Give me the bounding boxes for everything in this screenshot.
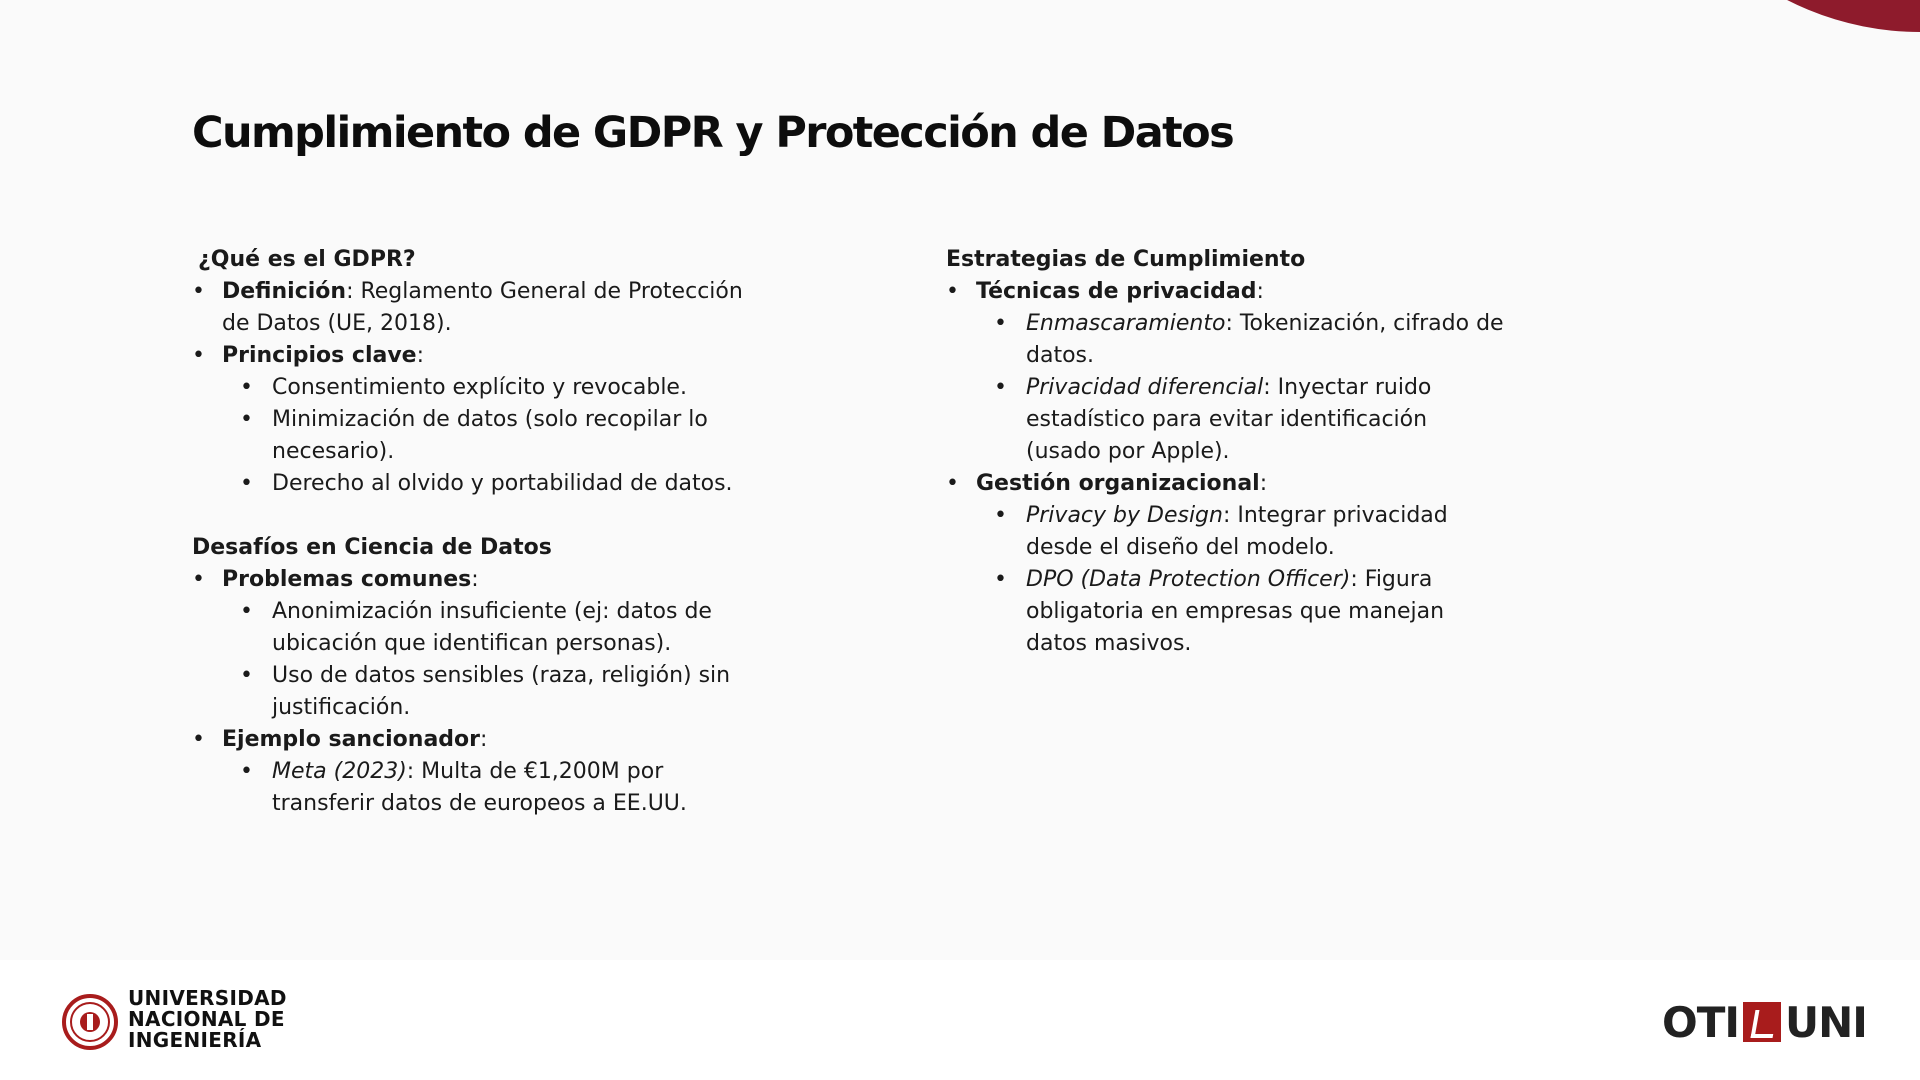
section-heading-gdpr: ¿Qué es el GDPR?: [198, 247, 416, 272]
left-column: [192, 244, 752, 820]
list-item: • Meta (2023): Multa de €1,200M por transferir datos de europeos a EE.UU.: [192, 756, 752, 820]
uni-logo: [62, 984, 287, 1056]
list-item: • Uso de datos sensibles (raza, religión) sin justificación.: [192, 660, 752, 724]
list-item: • Privacy by Design: Integrar privacidad desde el diseño del modelo.: [946, 500, 1506, 564]
gdpr-list: [192, 276, 752, 500]
list-item: • Anonimización insuficiente (ej: datos de ubicación que identifican personas).: [192, 596, 752, 660]
estrategias-list: [946, 276, 1506, 660]
section-heading-desafios: Desafíos en Ciencia de Datos: [192, 535, 552, 560]
page-title: Cumplimiento de GDPR y Protección de Datos: [192, 108, 1234, 158]
uni-name: UNIVERSIDAD NACIONAL DE INGENIERÍA: [128, 986, 287, 1052]
oti-mark-icon: [1743, 1002, 1781, 1042]
list-item: • Minimización de datos (solo recopilar lo necesario).: [192, 404, 752, 468]
right-column: [946, 244, 1506, 660]
list-item: • Técnicas de privacidad:: [946, 276, 1506, 308]
desafios-list: [192, 564, 752, 820]
university-seal-icon: [62, 984, 118, 1056]
list-item: • Principios clave:: [192, 340, 752, 372]
list-item: • Consentimiento explícito y revocable.: [192, 372, 752, 404]
list-item: • Gestión organizacional:: [946, 468, 1506, 500]
list-item: • Derecho al olvido y portabilidad de datos.: [192, 468, 752, 500]
list-item: • Definición: Reglamento General de Protección de Datos (UE, 2018).: [192, 276, 752, 340]
list-item: • DPO (Data Protection Officer): Figura obligatoria en empresas que manejan datos masivos.: [946, 564, 1506, 660]
list-item: • Problemas comunes:: [192, 564, 752, 596]
oti-uni-logo: OTI UNI: [1662, 997, 1867, 1047]
list-item: • Ejemplo sancionador:: [192, 724, 752, 756]
footer-band: [0, 960, 1920, 1080]
section-heading-estrategias: Estrategias de Cumplimiento: [946, 247, 1306, 272]
list-item: • Enmascaramiento: Tokenización, cifrado de datos.: [946, 308, 1506, 372]
list-item: • Privacidad diferencial: Inyectar ruido estadístico para evitar identificación (usado por Apple).: [946, 372, 1506, 468]
